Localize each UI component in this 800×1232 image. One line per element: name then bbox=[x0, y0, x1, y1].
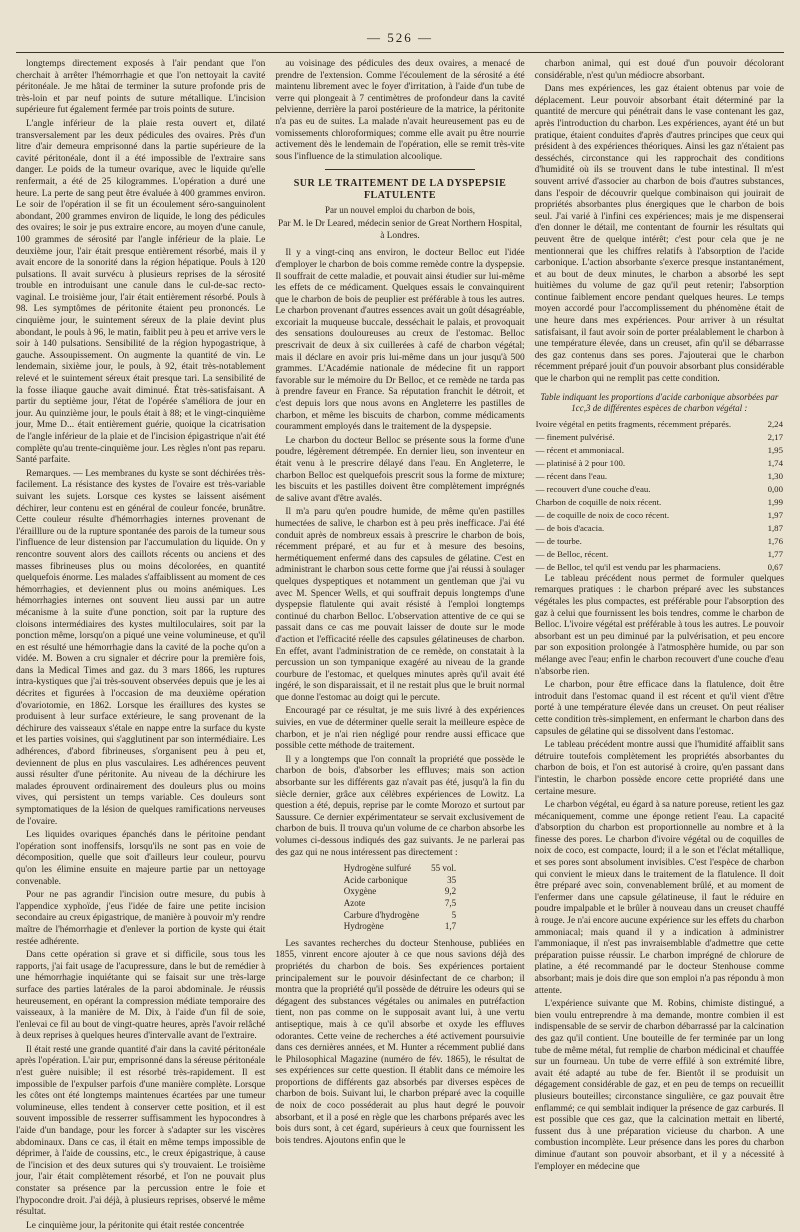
table-label: — de bois d'acacia. bbox=[535, 522, 605, 533]
table-label: — recouvert d'une couche d'eau. bbox=[535, 483, 651, 494]
table-row bbox=[535, 483, 784, 496]
table-value: 1,76 bbox=[767, 535, 783, 546]
column-3 bbox=[534, 59, 784, 1172]
table-row bbox=[535, 444, 784, 457]
table-row bbox=[338, 886, 462, 898]
table-label: — de Belloc, tel qu'il est vendu par les pharmaciens. bbox=[535, 561, 721, 572]
table-value: 1,74 bbox=[767, 457, 783, 468]
article-paragraph: Le tableau précédent montre aussi que l'humidité affaiblit sans détruire toutefois complètement les propriétés absorbantes du charbon de bois, et l'on est autorisé à croire, qu'en passant dans l'intestin, le charbon possède encore cette propriété dans une certaine mesure. bbox=[534, 740, 784, 797]
article-paragraph: Remarques. — Les membranes du kyste se sont déchirées très-facilement. La résistance des kystes de l'ovaire est très-variable suivant les sujets. Lorsque ces kystes se laissent aisément déchirer, leur contenu est en général de couleur foncée, brunâtre. Cette couleur résulte d'hémorrhagies internes provenant de l'érailllure ou de la rupture spontanée des parois de la tumeur sous l'influence de leur distension par l'accumulation du liquide. On y rencontre souvent alors des caillots récents ou anciens et des masses fibrineuses plus ou moins décolorées, en quantité quelquefois énorme. Les malades s'affaiblissent au moment de ces hémorrhagies, et deviennent plus ou moins anémiques. Les hémorrhagies internes ont souvent lieu aussi par un autre mécanisme à la suite d'une ponction, soit par la rupture des cloisons intermédiaires des kystes multiloculaires, soit par la ponction même, lorsqu'on a piqué une veine volumineuse, et qu'il en est résulté une hémorrhagie dans la cavité de la poche qu'on a vidée. M. Bowen a cru signaler et décrire pour la première fois, dans la Medical Times and gaz. du 3 mars 1866, les ruptures intra-kystiques que j'ai très-souvent observées depuis que je les ai décrites et figurées à l'occasion de ma deuxième opération d'ovariotomie, en 1862. Lorsque les éraillures des kystes se produisent à leur surface extérieure, le sang provenant de la déchirure des vaisseaux s'étale en nappe entre la surface du kyste et les parties voisines, qui s'agglutinent par son intermédiaire. Les adhérences, d'abord fibrineuses, s'organisent peu à peu et, deviennent de plus en plus vasculaires. Les adhérences peuvent aussi résulter d'une péritonite. Au niveau de la déchirure les malades éprouvent ordinairement des douleurs plus ou moins vives, qui persistent un temps variable. Ces douleurs sont symptomatiques de la lésion de quelques ramifications nerveuses de l'ovaire. bbox=[16, 468, 266, 827]
divider bbox=[325, 169, 475, 170]
table-label: — de Belloc, récent. bbox=[535, 548, 609, 559]
table-label: — finement pulvérisé. bbox=[535, 431, 615, 442]
table-label: Ivoire végétal en petits fragments, récemment préparés. bbox=[535, 418, 732, 429]
article-paragraph: Encouragé par ce résultat, je me suis livré à des expériences suivies, en vue de déterminer quelle serait la meilleure espèce de charbon, et je n'ai rien négligé pour rendre aussi efficace que possible cette méthode de traitement. bbox=[275, 706, 525, 752]
table-value: 2,24 bbox=[767, 418, 783, 429]
table-row bbox=[338, 863, 462, 875]
gas-absorption-table bbox=[338, 863, 462, 933]
table-value: 2,17 bbox=[767, 431, 783, 442]
table-value: 1,87 bbox=[767, 522, 783, 533]
article-paragraph: Le charbon du docteur Belloc se présente sous la forme d'une poudre, légèrement détrempée. En dernier lieu, son inventeur en était venu à le prescrire délayé dans l'eau. En Angleterre, le charbon Belloc est quelquefois prescrit sous la forme de mixture; les biscuits et les pastilles doivent être complètement imprégnés de salive avant d'être avalés. bbox=[275, 435, 525, 504]
table-row bbox=[535, 496, 784, 509]
article-paragraph: charbon animal, qui est doué d'un pouvoir décolorant considérable, n'est qu'un médiocre absorbant. bbox=[534, 59, 784, 81]
table-row bbox=[535, 457, 784, 470]
article-paragraph: Dans cette opération si grave et si difficile, sous tous les rapports, j'ai fait usage de l'acupressure, dans le but de remédier à une hémorrhagie inquiétante qui se faisait sur une très-large surface des parties latérales de la paroi abdominale. Je réussis heureusement, en opérant la compression médiate temporaire des vaisseaux, à la manière de M. Dix, à l'aide d'un fil de soie, l'enlevai ce fil au bout de vingt-quatre heures, après l'avoir relâché à deux reprises à quelques heures d'intervalle avant de l'extraire. bbox=[16, 950, 266, 1042]
table-value: 0,00 bbox=[767, 483, 783, 494]
table-value: 9,2 bbox=[444, 886, 457, 897]
table-label: Charbon de coquille de noix récent. bbox=[535, 496, 662, 507]
table-value: 7,5 bbox=[444, 897, 457, 908]
article-continuation: au voisinage des pédicules des deux ovaires, a menacé de prendre de l'extension. Comme l'écoulement de la sérosité a été maintenu librement avec le foyer d'irritation, à l'aide d'un tube de verre qui plongeait à 7 centimètres de profondeur dans la cavité pelvienne, derrière la paroi postérieure de la matrice, la péritonite n'a pas eu de suites. La malade n'avait heureusement pas eu de vomissements chloroformiques; comme elle avait pu être nourrie activement dès le lendemain de l'opération, elle se remit très-vite sous l'influence de la stimulation alcoolique. bbox=[275, 59, 525, 162]
table-label: — récent dans l'eau. bbox=[535, 470, 608, 481]
table-value: 1,95 bbox=[767, 444, 783, 455]
article-byline: Par M. le Dr Leared, médecin senior de Great Northern Hospital, à Londres. bbox=[278, 219, 522, 241]
article-paragraph: Le cinquième jour, la péritonite qui était restée concentrée bbox=[26, 1220, 245, 1231]
table-label: — récent et ammoniacal. bbox=[535, 444, 625, 455]
table-label: Hydrogène bbox=[343, 921, 384, 932]
table-label: Carbure d'hydrogène bbox=[343, 909, 420, 920]
table-row bbox=[535, 470, 784, 483]
columns bbox=[16, 59, 784, 1231]
carbon-absorption-table bbox=[535, 418, 784, 574]
table-value: 1,7 bbox=[444, 921, 457, 932]
column-2 bbox=[275, 59, 524, 1169]
article-paragraph: Dans mes expériences, les gaz étaient obtenus par voie de déplacement. Leur pouvoir absorbant était déterminé par la quantité de mercure qui pénétrait dans le vase contenant les gaz, après l'introduction du charbon. Les expériences, ayant été un but pratique, étaient conduites d'après d'autres principes que ceux qui président à des expériences théoriques. Ainsi les gaz n'étaient pas desséchés, circonstance qui les rapprochait des conditions d'humidité où ils se trouvent dans le tube intestinal. Il m'est souvent arrivé d'associer au charbon de bois d'autres substances, dans l'espoir de découvrir quelque combinaison qui jouirait de propriétés absorbantes plus énergiques que le charbon de bois seul. J'ai varié à l'infini ces expériences; mais je me dispenserai d'en donner le détail, me contentant de fournir les résultats qui peuvent être de quelque intérêt; c'est pour cela que je ne mentionnerai que les chiffres relatifs à l'absorption de l'acide carbonique. L'action absorbante s'exerce presque instantanément, et au bout de deux minutes, le charbon a absorbé les sept huitièmes du volume de gaz qu'il peut retenir; l'absorption continue faiblement encore pendant quelques heures. Le temps moyen accordé pour l'accomplissement du phénomène était de une heure dans mes expériences. Pour arriver à un résultat satisfaisant, il faut avoir soin de porter préalablement le charbon à une température élevée, dans un creuset, afin qu'il se débarrasse des gaz contenus dans ses pores. J'ajouterai que le charbon récemment préparé jouit d'un pouvoir absorbant plus considérable que le charbon qui ne remplit pas cette condition. bbox=[534, 84, 784, 385]
table-label: — de coquille de noix de coco récent. bbox=[535, 509, 670, 520]
article-paragraph: longtemps directement exposés à l'air pendant que l'on cherchait à arrêter l'hémorrhagie et que l'on nettoyait la cavité péritonéale. Je me hâtai de terminer la suture profonde pris de très-loin et par neuf points de suture métallique. L'incision supérieure fut également fermée par trois points de suture. bbox=[16, 59, 266, 116]
article-paragraph: Il y a longtemps que l'on connaît la propriété que possède le charbon de bois, d'absorber les effluves; mais son action absorbante sur les différents gaz n'avait pas été, jusqu'à la fin du siècle dernier, grâce aux célèbres expériences de Lowitz. La question a été, depuis, reprise par le comte Morozo et surtout par Saussure. Ce dernier expérimentateur se servait exclusivement de charbon de buis. Il trouva qu'un volume de ce charbon absorbe les volumes ci-dessous indiqués des gaz suivants. Je ne parlerai pas des gaz qui ne nous intéressent pas directement : bbox=[275, 754, 525, 858]
article-paragraph: Il était resté une grande quantité d'air dans la cavité péritonéale après l'opération. L'air pur, emprisonné dans la séreuse péritonéale n'est guère nuisible; il est résorbé très-rapidement. Il est impossible de l'expulser parfois d'une manière complète. Lorsque les côtes ont été longtemps maintenues écartées par une tumeur volumineuse, elles tendent à conserver cette position, et il est souvent impossible de resserrer suffisamment les hypocondres à l'aide d'un bandage, pour les forcer à s'adapter sur les viscères abdominaux. Dans ce cas, il était en même temps impossible de déprimer, à l'aide de coussins, etc., le creux épigastrique, à cause de l'incision et des deux sutures qui s'y trouvaient. Le troisième jour, l'air était complètement résorbé, et l'on ne pouvait plus constater sa présence par la percussion entre le foie et l'hypocondre droit. J'ai déjà, à plusieurs reprises, observé le même résultat. bbox=[16, 1044, 266, 1218]
header-rule bbox=[16, 52, 784, 53]
table-row bbox=[535, 431, 784, 444]
table-row bbox=[535, 535, 784, 548]
table-row bbox=[535, 418, 784, 431]
article-paragraph: Le charbon, pour être efficace dans la flatulence, doit être introduit dans l'estomac quand il est récent et qu'il vient d'être porté à une température élevée dans un creuset. On peut réaliser cette condition très-simplement, en enfermant le charbon dans des capsules de gélatine qui se dissolvent dans l'estomac. bbox=[534, 680, 784, 737]
table-value: 1,77 bbox=[767, 548, 783, 559]
article-subtitle: Par un nouvel emploi du charbon de bois, bbox=[325, 204, 475, 215]
table-value: 1,99 bbox=[767, 496, 783, 507]
article-paragraph: Il m'a paru qu'en poudre humide, de même qu'en pastilles humectées de salive, le charbon est à peu près inefficace. J'ai été conduit après de nombreux essais à prescrire le charbon de bois, récemment préparé, et au fur et à mesure des besoins, hermétiquement enfermé dans des capsules de gélatine. C'est en administrant le charbon sous cette forme que j'ai réussi à soulager quelques dyspeptiques et notamment un gentleman que j'ai vu avec M. Spencer Wells, et qui souffrait depuis longtemps d'une dyspepsie flatulente qui avait résisté à l'emploi longtemps continué du charbon Belloc. L'observation attentive de ce qui se passait dans ce cas me pouvait laisser de doute sur le mode d'action et l'efficacité réelle des capsules gélatineuses de charbon. En effet, avant l'administration de ce remède, on constatait à la percussion un son tympanique exagéré au niveau de la grande courbure de l'estomac, et quelques minutes après qu'il avait été ingéré, le son disparaissait, et il ne restait plus que le bruit normal que donne l'estomac au doigt qui le percute. bbox=[275, 507, 525, 703]
table-row bbox=[338, 875, 462, 887]
table-label: Hydrogène sulfuré bbox=[343, 863, 412, 874]
article-paragraph: Il y a vingt-cinq ans environ, le docteur Belloc eut l'idée d'employer le charbon de bois comme remède contre la dyspepsie. Il souffrait de cette maladie, et pouvait ainsi étudier sur lui-même les effets de ce médicament. Quelques essais le convainquirent que le charbon de bois de peuplier est préférable à tous les autres. Le charbon provenant d'autres essences avait un goût désagréable, excoriait la muqueuse buccale, desséchait le palais, et provoquait des sensations douloureuses au creux de l'estomac. Belloc prescrivait de deux à six cuillerées à café de charbon végétal; mais il déclare en avoir pris lui-même dans un jour jusqu'à 500 grammes. L'Académie nationale de médecine fit un rapport favorable sur le mémoire du Dr Belloc, et ce remède ne tarda pas à prendre faveur en France. Sa réputation franchit le détroit, et c'est depuis lors que nous avons en Angleterre les pastilles de charbon, et même les biscuits de charbon, comme médicaments couramment employés dans le traitement de la dyspepsie. bbox=[275, 248, 525, 433]
table-value: 0,67 bbox=[767, 561, 783, 572]
table-row bbox=[338, 910, 462, 922]
article-body bbox=[275, 248, 524, 859]
table-value: 5 bbox=[451, 909, 457, 920]
table-value: 1,30 bbox=[767, 470, 783, 481]
table-label: — de tourbe. bbox=[535, 535, 582, 546]
article-paragraph: Le charbon végétal, eu égard à sa nature poreuse, retient les gaz mécaniquement, comme une éponge retient l'eau. La capacité d'absorption du charbon est proportionnelle au nombre et à la finesse des pores. Le charbon d'ivoire végétal ou de coquilles de noix de coco, est compacte, lourd; il a le son et l'éclat métallique, et ses pores sont absolument invisibles. C'est l'espèce de charbon qui convient le mieux dans le traitement de la flatulence. Il doit être préparé avec soin, convenablement brûlé, et au moment de l'enfermer dans une capsule gélatineuse, il faut le réduire en poudre impalpable et le brûler à nouveau dans un creuset chauffé à rouge. Je n'ai encore aucune expérience sur les effets du charbon ammoniacal; mais quand il y a indication à administrer l'ammoniaque, il n'est pas invraisemblable d'admettre que cette préparation puisse réussir. Le charbon imprégné de chlorure de platine, a été recommandé par le docteur Stenhouse comme absorbant; mais je dois dire que son emploi n'a pas répondu à mon attente. bbox=[534, 800, 784, 996]
article-paragraph: L'angle inférieur de la plaie resta ouvert et, dilaté transversalement par les deux pédicules des ovaires. Près d'un litre d'air demeura emprisonné dans la partie supérieure de la cavité péritonéale, dont il a été impossible de l'extraire sans danger. Le poids de la tumeur ovarique, avec le liquide qu'elle renfermait, a été de 25 kilogrammes. L'opération a duré une heure. La perte de sang peut être évaluée à 400 grammes environ. Le soir de l'opération il se fit un écoulement séro-sanguinolent abondant, 200 grammes environ de liquide, le long des pédicules des ovaires; le soir je pus extraire encore, au moyen d'une canule, 100 grammes de sérosité par l'angle inférieur de la plaie. Le deuxième jour, l'air était presque entièrement résorbé, mais il y avait encore de la sonorité dans la région hépatique. Pouls à 120 pulsations. Il avait survécu à plusieurs reprises de la sérosité trouble en introduisant une canule dans le cul-de-sac recto-vaginal. Le troisième jour, l'air était entièrement résorbé. Pouls à 98. Les symptômes de péritonite étaient peu prononcés. Le cinquième jour, le suintement séreux de la plaie devint plus abondant, le pouls à 96, le matin, faiblit peu à peu et arrive vers le soir à 140 pulsations. Sensibilité de la région hypogastrique, à gauche. Assoupissement. On augmente la quantité de vin. Le lendemain, sixième jour, le pouls, à 92, était très-notablement relevé et le suintement séreux était presque tari. La sensibilité de la fosse iliaque gauche avait diminué. État très-satisfaisant. A partir du septième jour, l'état de l'opérée s'améliora de jour en jour. Au quinzième jour, le pouls était à 88; et le vingt-cinquième jour, Mme D... était entièrement guérie, quoique la cicatrisation de l'angle inférieur de la plaie et de l'incision épigastrique n'ait été complète qu'au trente-cinquième jour. Les règles n'ont pas reparu. Santé parfaite. bbox=[16, 118, 266, 466]
table-row bbox=[535, 561, 784, 574]
table-title: Table indiquant les proportions d'acide carbonique absorbées par 1cc,3 de différentes espèces de charbon végétal : bbox=[540, 391, 779, 414]
table-row bbox=[535, 522, 784, 535]
table-row bbox=[535, 509, 784, 522]
table-value: 55 vol. bbox=[431, 863, 457, 874]
page-number: — 526 — bbox=[367, 30, 433, 45]
article-paragraph: Les savantes recherches du docteur Stenhouse, publiées en 1855, vinrent encore ajouter à ce que nous savions déjà des propriétés du charbon de bois. Ses expériences portaient principalement sur le pouvoir désinfectant de ce charbon; il montra que la propriété qu'il possède de détruire les odeurs qui se dégagent des substances végétales ou animales en putréfaction tient, non pas comme on le supposait avant lui, à une vertu antiseptique, mais à ce qu'il absorbe et oxyde les effluves odorantes. Cette veine de recherches a été activement poursuivie dans ces dernières années, et M. Hunter a récemment publié dans le Philosophical Magazine (numéro de fév. 1865), le résultat de ses expériences sur cette question. Il établit dans ce mémoire les proportions de différents gaz absorbés par diverses espèces de charbon de bois. Suivant lui, le charbon préparé avec la coquille de noix de coco posséderait au plus haut degré le pouvoir absorbant, et il a posé en règle que les charbons préparés avec les bois durs sont, à cet égard, supérieurs à ceux que fournissent les bois tendres. Ajoutons enfin que le bbox=[275, 938, 525, 1146]
table-label: — platinisé à 2 pour 100. bbox=[535, 457, 626, 468]
table-label: Azote bbox=[343, 897, 366, 908]
table-value: 1,97 bbox=[767, 509, 783, 520]
article-body bbox=[535, 59, 784, 386]
table-row bbox=[338, 898, 462, 910]
table-row bbox=[535, 548, 784, 561]
article-paragraph: L'expérience suivante que M. Robins, chimiste distingué, a bien voulu entreprendre à ma demande, montre combien il est indispensable de se servir de charbon débarrassé par la calcination des gaz qu'il contient. Une bouteille de fer terminée par un long tube de même métal, fut remplie de charbon médicinal et chauffée sur un fourneau. Un tube de verre effilé à son extrémité libre, avait été adapté au tube de fer. Bientôt il se produisit un dégagement considérable de gaz, et en peu de temps on recueillit plusieurs bouteilles; circonstance singulière, ce gaz pouvait être enflammé; ce qui semblait indiquer la présence de gaz carburés. Il est possible que ces gaz, que la calcination mettait en liberté, fussent dus à une préparation vicieuse du charbon. A une combustion incomplète. Leur présence dans les pores du charbon diminue d'autant son pouvoir absorbant, et il y a nécessité à l'employer en médecine que bbox=[534, 999, 784, 1172]
table-label: Oxygène bbox=[343, 886, 377, 897]
article-paragraph: Pour ne pas agrandir l'incision outre mesure, du pubis à l'appendice xyphoïde, j'eus l'idée de faire une petite incision secondaire au creux épigastrique, de manière à pouvoir m'y rendre maître de l'hémorrhagie et d'enlever la portion de kyste qui était restée adhérente. bbox=[16, 890, 266, 947]
article-title: SUR LE TRAITEMENT DE LA DYSPEPSIE FLATULENTE bbox=[293, 178, 507, 201]
article-body bbox=[535, 574, 784, 1173]
table-row bbox=[338, 921, 462, 933]
article-paragraph: Les liquides ovariques épanchés dans le péritoine pendant l'opération sont inoffensifs, lorsqu'ils ne sont pas en voie de décomposition, quelle que soit d'ailleurs leur couleur, pourvu qu'on les élimine ensuite en majeure partie par un nettoyage convenable. bbox=[16, 830, 266, 887]
article-paragraph: Le tableau précédent nous permet de formuler quelques remarques pratiques : le charbon préparé avec les substances végétales les plus compactes, est préférable pour l'absorption des gaz à celui que fournissent les bois tendres, comme le charbon de Belloc. L'ivoire végétal est préférable à tous les autres. Le pouvoir absorbant est un peu diminué par la pulvérisation, et peu encore par son exposition prolongée à l'atmosphère humide, ou par son mélange avec l'eau; enfin le charbon recouvert d'une couche d'eau n'absorbe rien. bbox=[534, 573, 784, 677]
table-value: 35 bbox=[447, 874, 457, 885]
table-label: Acide carbonique bbox=[343, 874, 408, 885]
column-1 bbox=[16, 59, 266, 1231]
